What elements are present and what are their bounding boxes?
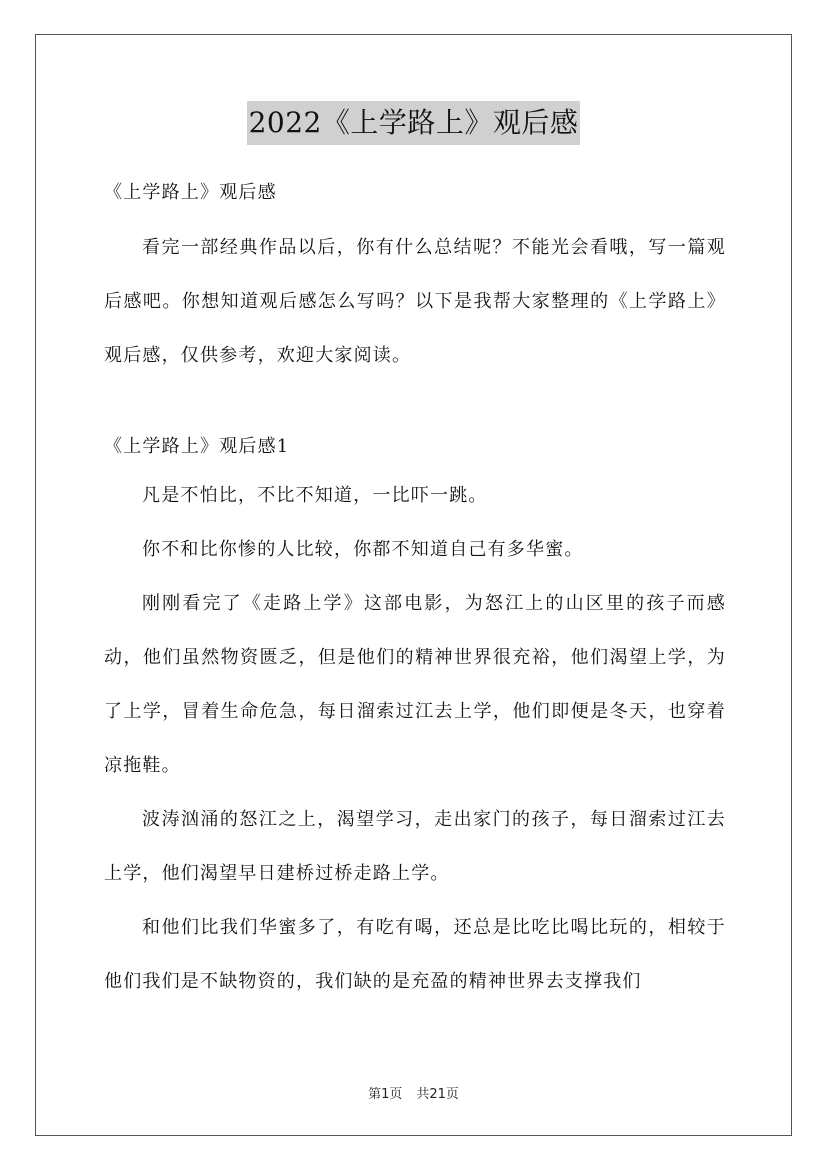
- section-heading-1: 《上学路上》观后感1: [104, 436, 290, 457]
- document-body: [104, 175, 726, 1009]
- page-number: 第1页: [368, 1087, 403, 1102]
- title-container: [36, 101, 791, 145]
- page-footer: [36, 1083, 791, 1102]
- paragraph: 刚刚看完了《走路上学》这部电影，为怒江上的山区里的孩子而感动，他们虽然物资匮乏，但是他们的精神世界很充裕，他们渴望上学，为了上学，冒着生命危急，每日溜索过江去上学，他们即便是冬天，也穿着凉拖鞋。: [104, 593, 726, 776]
- section-heading: 《上学路上》观后感: [104, 182, 277, 203]
- paragraph: 和他们比我们华蜜多了，有吃有喝，还总是比吃比喝比玩的，相较于他们我们是不缺物资的，我们缺的是充盈的精神世界去支撑我们: [104, 917, 726, 992]
- intro-paragraph: 看完一部经典作品以后，你有什么总结呢？不能光会看哦，写一篇观后感吧。你想知道观后感怎么写吗？以下是我帮大家整理的《上学路上》观后感，仅供参考，欢迎大家阅读。: [104, 237, 726, 366]
- page-total: 共21页: [416, 1087, 459, 1102]
- paragraph: 凡是不怕比，不比不知道，一比吓一跳。: [142, 485, 488, 506]
- document-title: 2022《上学路上》观后感: [247, 101, 581, 145]
- paragraph: 你不和比你惨的人比较，你都不知道自己有多华蜜。: [142, 539, 584, 560]
- paragraph: 波涛汹涌的怒江之上，渴望学习，走出家门的孩子，每日溜索过江去上学，他们渴望早日建桥过桥走路上学。: [104, 809, 726, 884]
- document-page: [35, 34, 792, 1136]
